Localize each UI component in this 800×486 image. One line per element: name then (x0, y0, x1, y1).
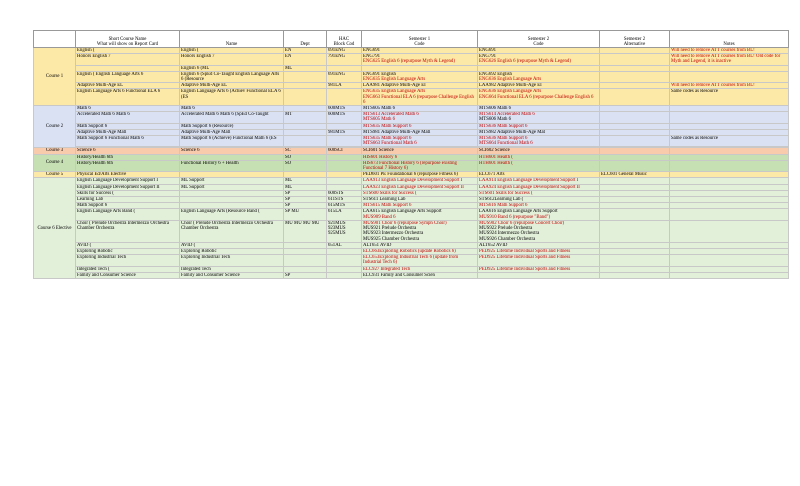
dept-code: MT (284, 112, 327, 123)
course-name: AVID ( (180, 242, 284, 248)
dept-code: SP (284, 272, 327, 278)
semester-2-alternative: ELC601 General Music (600, 172, 670, 178)
hac-block-code: 921MUS 923MUS 925MUS (327, 220, 362, 242)
semester-2-code (478, 209, 600, 220)
code-entry: MTS614 Accelerated Math 6 (479, 112, 535, 118)
short-course-name: English Language Development Support I (76, 178, 180, 184)
course-name: Functional History 6 + Health (180, 160, 284, 171)
short-course-name: English ( (76, 48, 180, 54)
semester-2-alternative (600, 272, 670, 278)
short-course-name: English Language Arts 6 Functional ELA 6 (76, 89, 180, 106)
code-entry: ENG691 English (363, 71, 396, 77)
code-entry: MUS901 Choir 6 (repurpose Symph Choir) (363, 220, 447, 226)
short-course-name: Accelerated Math 6 Math 6 (76, 112, 180, 123)
code-entry: LAA914 English Language Development Support I (479, 178, 579, 184)
short-course-name: Exploring Robotic (76, 248, 180, 254)
dept-code: ML (284, 65, 327, 71)
course-name: Science 6 (180, 148, 284, 154)
short-course-name: History/Health 6th (76, 154, 180, 160)
dept-code: SO (284, 160, 327, 171)
notes-cell (670, 112, 789, 123)
code-entry: ENG691 (363, 48, 381, 53)
header-row (34, 31, 789, 48)
code-entry: ELC663Exploring Robotics (update Robotics 6) (363, 248, 456, 254)
dept-code: SC (284, 148, 327, 154)
hac-block-code: 600SCI (327, 148, 362, 154)
notes-cell (670, 160, 789, 171)
code-entry: ENG635 English Language Arts (363, 77, 426, 83)
course-name: Math Support 6 (Achieve) Functional Math 6 (ES (180, 136, 284, 147)
code-entry: ENG626 English 6 (repurpose Myth & Legend) (479, 59, 571, 65)
hac-block-code: 615MTS (327, 203, 362, 209)
short-course-name: Adaptive Multi-Age EL (76, 83, 180, 89)
short-course-name: Skills for Success ( (76, 190, 180, 196)
hac-block-code (327, 160, 362, 171)
dept-code: SP (284, 203, 327, 209)
course-name: Accelerated Math 6 Math 6 (SpEd Co-Taught (180, 112, 284, 123)
dept-code: SP (284, 197, 327, 203)
code-entry: ELC931 Family and Consumer Scien (363, 272, 435, 278)
code-entry: PED925 Lifetime Individual Sports and Fitness (479, 266, 571, 272)
course-grid (33, 30, 789, 279)
table-row (34, 209, 789, 220)
short-course-name: English Language Development Support II (76, 184, 180, 190)
hac-block-code: 600MTS (327, 106, 362, 112)
semester-2-code (478, 89, 600, 106)
course-table (33, 30, 788, 279)
course-name: English Language Arts (Resource Band ( (180, 209, 284, 220)
course-name: English 6 (SpEd Co-Taught English Language Arts 6 (Resource (180, 71, 284, 82)
semester-1-code (362, 136, 478, 147)
dept-code: MU MU MU MU (284, 220, 327, 242)
code-entry: LAA616 English Language Arts Support (479, 209, 558, 215)
short-course-name: Honors English 7 (76, 54, 180, 65)
code-entry: ENG625 English 6 (repurpose Myth & Legend) (363, 59, 455, 65)
code-entry: HTH601 Health ( (479, 154, 513, 160)
code-entry: ELC653Exploring Industrial Tech 6 (update from Industrial Tech 6) (363, 255, 459, 266)
code-entry: LAA615 English Language Arts Support (363, 209, 442, 215)
dept-code (284, 136, 327, 147)
hac-block-code (327, 255, 362, 266)
hac-block-code: 691ENG (327, 48, 362, 54)
hac-block-code: 615LA (327, 209, 362, 220)
notes-cell: Same codes as Resource (670, 89, 789, 106)
short-course-name: Adaptive Multi-Age Matl (76, 129, 180, 135)
header-semester-1: Semester 1 Code (362, 31, 478, 48)
code-entry: MTS636 Math Support 6 (479, 136, 528, 142)
dept-code (284, 255, 327, 266)
header-semester-2-alt: Semester 2 Alternative (600, 31, 670, 48)
code-entry: ALT651 AVID (363, 242, 392, 248)
course-name: English 6 (ML (180, 65, 284, 71)
notes-cell (670, 220, 789, 242)
semester-1-code (362, 54, 478, 65)
short-course-name: Learning Lab (76, 197, 180, 203)
notes-cell (670, 255, 789, 266)
table-row (34, 136, 789, 147)
short-course-name: History/Health 6th (76, 160, 180, 171)
semester-1-code (362, 160, 478, 171)
short-course-name: Math Support 6 Functional Math 6 (76, 136, 180, 147)
semester-2-alternative (600, 220, 670, 242)
code-entry: ENG635 English Language Arts (363, 89, 426, 95)
semester-2-alternative (600, 160, 670, 171)
dept-code (284, 71, 327, 82)
semester-2-code (478, 54, 600, 65)
short-course-name: English ( English Language Arts 6 (76, 71, 180, 82)
table-row (34, 220, 789, 242)
code-entry: MUS926 Chamber Orchestra (479, 236, 536, 242)
course-group-label: Course 4 (34, 154, 76, 172)
table-row (34, 272, 789, 278)
short-course-name: Choir ( Prelude Orchestra Intermezzo Orchestra Chamber Orchestra (76, 220, 180, 242)
dept-code (284, 89, 327, 106)
table-row (34, 160, 789, 171)
code-entry: HTH601 Health ( (479, 160, 513, 166)
code-entry: ELC927 Integrated Tech (363, 266, 411, 272)
code-entry: MTS981 Adaptive Multi-Age Matl (363, 129, 431, 135)
course-group-label: Course 2 (34, 106, 76, 148)
course-name: Honors English 7 (180, 54, 284, 65)
header-short-name: Short Course Name What will show on Report Card (76, 31, 180, 48)
course-group-label: Course 5 (34, 172, 76, 178)
code-entry: PED601 PE Foundational 6 (repurpose Fitness 6) (363, 172, 458, 178)
course-name: Exploring Industrial Tech (180, 255, 284, 266)
code-entry: MTS663 Functional Math 6 (363, 141, 417, 147)
notes-cell: Will need to remove ATT courses from BL! Old code for Myth and Legend, it is inactive (670, 54, 789, 65)
semester-2-code (478, 272, 600, 278)
semester-2-alternative (600, 112, 670, 123)
semester-1-code (362, 178, 478, 184)
semester-2-alternative (600, 71, 670, 82)
short-course-name: Math Support 6 (76, 123, 180, 129)
course-name: Family and Consumer Science (180, 272, 284, 278)
course-name: Choir ( Prelude Orchestra Intermezzo Orchestra Chamber Orchestra (180, 220, 284, 242)
code-entry: MUS909 Band 6 (363, 214, 396, 220)
notes-cell: Same codes as Resource (670, 136, 789, 147)
code-entry: MUS925 Chamber Orchestra (363, 236, 420, 242)
semester-2-alternative (600, 54, 670, 65)
hac-block-code: 600MTS (327, 112, 362, 123)
code-entry: MTS605 Math 6 (363, 106, 395, 112)
hac-block-code (327, 89, 362, 106)
code-entry: LAA923 English Language Development Support II (363, 184, 464, 190)
code-entry: MTS616 Math Support 6 (479, 203, 528, 209)
table-row (34, 255, 789, 266)
code-entry: SCI602 Science (479, 148, 510, 154)
code-entry: ENG663 Functional ELA 6 (repurpose Challenge English 6 (363, 94, 474, 105)
code-entry: SCI601 Science (363, 148, 394, 154)
hac-block-code: 791ENG (327, 54, 362, 65)
semester-2-code (478, 220, 600, 242)
code-entry: MTS635 Math Support 6 (363, 136, 412, 142)
semester-1-code (362, 220, 478, 242)
code-entry: STS600 Skills for Success ( (363, 190, 417, 196)
short-course-name: Math Support 6 (76, 203, 180, 209)
semester-1-code (362, 71, 478, 82)
code-entry: MTS982 Adaptive Multi-Age Mat (479, 129, 545, 135)
dept-code: SO (284, 154, 327, 160)
code-entry: MTS664 Functional Math 6 (479, 141, 533, 147)
short-course-name: Integrated Tech ( (76, 266, 180, 272)
short-course-name: Math 6 (76, 106, 180, 112)
code-entry: ALT652 AVID (479, 242, 508, 248)
semester-2-alternative (600, 89, 670, 106)
code-entry: MTS606 Math 6 (479, 117, 511, 123)
code-entry: LAA982 Adaptive Multi-Age EI (479, 83, 542, 89)
code-entry: MUS924 Intermezzo Orchestra (479, 231, 540, 237)
code-entry: MTS606 Math 6 (479, 106, 511, 112)
code-entry: HIS673 Functional History 6 (repurpose existing Functional 7 History 6) (363, 160, 457, 172)
short-course-name: Exploring Industrial Tech (76, 255, 180, 266)
header-semester-2: Semester 2 Code (478, 31, 600, 48)
code-entry: ENG691 (479, 48, 497, 53)
header-hac: HAC Block Cod (327, 31, 362, 48)
table-row (34, 89, 789, 106)
header-name: Name (180, 31, 284, 48)
hac-block-code: 691ENG (327, 71, 362, 82)
code-entry: HIS601 History 6 (363, 154, 398, 160)
table-row (34, 112, 789, 123)
code-entry: PED925 Lifetime Individual Sports and Fitness (479, 255, 571, 261)
code-entry: ENG791 (479, 54, 497, 60)
notes-cell (670, 209, 789, 220)
notes-cell: Will need to remove ATT courses from BL! (670, 48, 789, 54)
code-entry: LAA924 English Language Development Support II (479, 184, 580, 190)
table-row (34, 54, 789, 65)
code-entry: MTS613 Accelerated Math 6 (363, 112, 419, 118)
semester-2-code (478, 136, 600, 147)
hac-block-code (327, 272, 362, 278)
code-entry: MTS635 Math Support 6 (363, 123, 412, 129)
semester-2-alternative (600, 255, 670, 266)
code-entry: PED925 Lifetime Individual Sports and Fitness (479, 248, 571, 254)
code-entry: ENG791 (363, 54, 381, 60)
code-entry: ENG692 English (479, 71, 512, 77)
hac-block-code: 651AL (327, 242, 362, 248)
hac-block-code: 600STS (327, 190, 362, 196)
short-course-name: Science 6 (76, 148, 180, 154)
code-entry: STS611 Learning Lab (363, 197, 406, 203)
code-entry: STS612Learning Lab ( (479, 197, 524, 203)
code-entry: LAA981 Adaptive Multi-Age EI (363, 83, 426, 89)
header-course-col (34, 31, 76, 48)
course-name: Math Support 6 (Resource) (180, 123, 284, 129)
dept-code: ML (284, 184, 327, 190)
code-entry: STS601 Skills for Success ( (479, 190, 533, 196)
hac-block-code (327, 136, 362, 147)
header-dept: Dept (284, 31, 327, 48)
semester-1-code (362, 89, 478, 106)
code-entry: MUS923 Intermezzo Orchestra (363, 231, 424, 237)
code-entry: ENG636 English Language Arts (479, 89, 542, 95)
code-entry: ENG636 English Language Arts (479, 77, 542, 83)
course-name: English ( (180, 48, 284, 54)
code-entry: ELC671 Arts (479, 172, 505, 178)
course-name: Exploring Robotic (180, 248, 284, 254)
notes-cell (670, 272, 789, 278)
dept-code: SP MU (284, 209, 327, 220)
course-group-label: Course 3 (34, 148, 76, 154)
course-name: English Language Arts 6 (Achiev Functional ELA 6 (ES (180, 89, 284, 106)
hac-block-code: 981MTS (327, 129, 362, 135)
semester-1-code (362, 272, 478, 278)
course-name: Adaptive Multi-Age EL (180, 83, 284, 89)
semester-2-code (478, 71, 600, 82)
course-group-label: Course 6 Elective (34, 178, 76, 278)
header-notes: Notes (670, 31, 789, 48)
table-row (34, 71, 789, 82)
semester-2-code (478, 112, 600, 123)
code-entry: MTS636 Math Support 6 (479, 123, 528, 129)
code-entry: MTS605 Math 6 (363, 117, 395, 123)
dept-code: SP (284, 190, 327, 196)
semester-2-alternative (600, 136, 670, 147)
notes-cell (670, 71, 789, 82)
hac-block-code: 611STS (327, 197, 362, 203)
semester-1-code (362, 184, 478, 190)
code-entry: MUS902 Choir 6 (repurpose Concert Choir) (479, 220, 565, 226)
course-name: Integrated Tech (180, 266, 284, 272)
code-entry: MUS922 Prelude Orchestra (479, 226, 533, 232)
course-name: Adaptive Multi-Age Matl (180, 129, 284, 135)
short-course-name: AVID ( (76, 242, 180, 248)
short-course-name: Physical Ed/Arts Elective (76, 172, 180, 178)
semester-1-code (362, 112, 478, 123)
dept-code: EN (284, 54, 327, 65)
semester-1-code (362, 209, 478, 220)
short-course-name: English Language Arts Band ( (76, 209, 180, 220)
code-entry: ENG664 Functional ELA 6 (repurpose Challenge English 6 (479, 94, 594, 100)
notes-cell: Will need to remove ATT courses from BL! (670, 83, 789, 89)
semester-1-code (362, 255, 478, 266)
dept-code: ML (284, 178, 327, 184)
semester-2-alternative (600, 209, 670, 220)
semester-2-code (478, 160, 600, 171)
code-entry: MTS615 Math Support 6 (363, 203, 412, 209)
semester-2-code (478, 255, 600, 266)
code-entry: LAA913 English Language Development Support I (363, 178, 463, 184)
course-name: ML Support (180, 184, 284, 190)
hac-block-code: 981LA (327, 83, 362, 89)
code-entry: MUS910 Band 6 (repurpose "Band") (479, 214, 551, 220)
short-course-name: Family and Consumer Science (76, 272, 180, 278)
course-name: ML Support (180, 178, 284, 184)
course-group-label: Course 1 (34, 48, 76, 106)
course-name: Math 6 (180, 106, 284, 112)
dept-code: EN (284, 48, 327, 54)
code-entry: MUS921 Prelude Orchestra (363, 226, 417, 232)
